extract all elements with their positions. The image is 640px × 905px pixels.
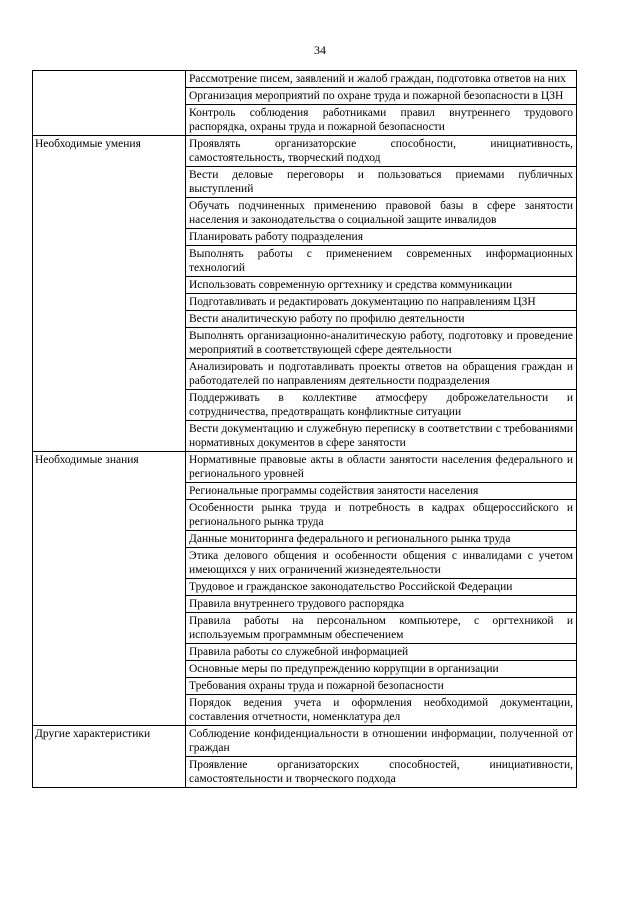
list-item: Использовать современную оргтехнику и средства коммуникации [186, 277, 576, 294]
category-cell [33, 726, 186, 788]
qualification-table [32, 70, 577, 788]
category-label [33, 71, 185, 72]
list-item: Организация мероприятий по охране труда и пожарной безопасности в ЦЗН [186, 88, 576, 105]
list-item: Трудовое и гражданское законодательство Российской Федерации [186, 579, 576, 596]
list-item: Этика делового общения и особенности общения с инвалидами с учетом имеющихся у них ограничений жизнедеятельности [186, 548, 576, 579]
items-cell [186, 452, 577, 726]
table-row [33, 452, 577, 726]
items-cell [186, 71, 577, 136]
category-cell [33, 136, 186, 452]
category-cell [33, 452, 186, 726]
list-item: Анализировать и подготавливать проекты ответов на обращения граждан и работодателей по направлениям деятельности подразделения [186, 359, 576, 390]
list-item: Требования охраны труда и пожарной безопасности [186, 678, 576, 695]
list-item: Нормативные правовые акты в области занятости населения федерального и регионального уровней [186, 452, 576, 483]
list-item: Правила работы на персональном компьютере, с оргтехникой и используемым программным обеспечением [186, 613, 576, 644]
list-item: Порядок ведения учета и оформления необходимой документации, составления отчетности, номенклатура дел [189, 697, 573, 723]
list-item: Контроль соблюдения работниками правил внутреннего трудового распорядка, охраны труда и пожарной безопасности [189, 107, 573, 133]
category-label: Необходимые умения [35, 138, 141, 150]
list-item: Особенности рынка труда и потребность в кадрах общероссийского и регионального рынка труда [186, 500, 576, 531]
category-label: Необходимые знания [35, 454, 139, 466]
list-item: Выполнять работы с применением современных информационных технологий [186, 246, 576, 277]
list-item: Вести аналитическую работу по профилю деятельности [186, 311, 576, 328]
category-cell [33, 71, 186, 136]
page-number: 34 [314, 43, 326, 57]
list-item: Обучать подчиненных применению правовой базы в сфере занятости населения и законодательства о социальной защите инвалидов [186, 198, 576, 229]
list-item: Основные меры по предупреждению коррупции в организации [186, 661, 576, 678]
list-item: Вести документацию и служебную переписку в соответствии с требованиями нормативных документов в сфере занятости [189, 423, 573, 449]
category-label: Другие характеристики [35, 728, 151, 740]
items-cell [186, 726, 577, 788]
list-item: Правила работы со служебной информацией [186, 644, 576, 661]
list-item: Подготавливать и редактировать документацию по направлениям ЦЗН [186, 294, 576, 311]
table-row [33, 71, 577, 136]
list-item: Вести деловые переговоры и пользоваться приемами публичных выступлений [186, 167, 576, 198]
list-item: Проявление организаторских способностей, инициативности, самостоятельности и творческого подхода [189, 759, 573, 785]
list-item: Данные мониторинга федерального и регионального рынка труда [186, 531, 576, 548]
list-item: Правила внутреннего трудового распорядка [186, 596, 576, 613]
table-row [33, 726, 577, 788]
table-row [33, 136, 577, 452]
list-item: Проявлять организаторские способности, инициативность, самостоятельность, творческий подход [186, 136, 576, 167]
list-item: Планировать работу подразделения [186, 229, 576, 246]
list-item: Поддерживать в коллективе атмосферу доброжелательности и сотрудничества, предотвращать конфликтные ситуации [186, 390, 576, 421]
items-cell [186, 136, 577, 452]
list-item: Рассмотрение писем, заявлений и жалоб граждан, подготовка ответов на них [186, 71, 576, 88]
list-item: Региональные программы содействия занятости населения [186, 483, 576, 500]
list-item: Выполнять организационно-аналитическую работу, подготовку и проведение мероприятий в соответствующей сфере деятельности [186, 328, 576, 359]
list-item: Соблюдение конфиденциальности в отношении информации, полученной от граждан [186, 726, 576, 757]
